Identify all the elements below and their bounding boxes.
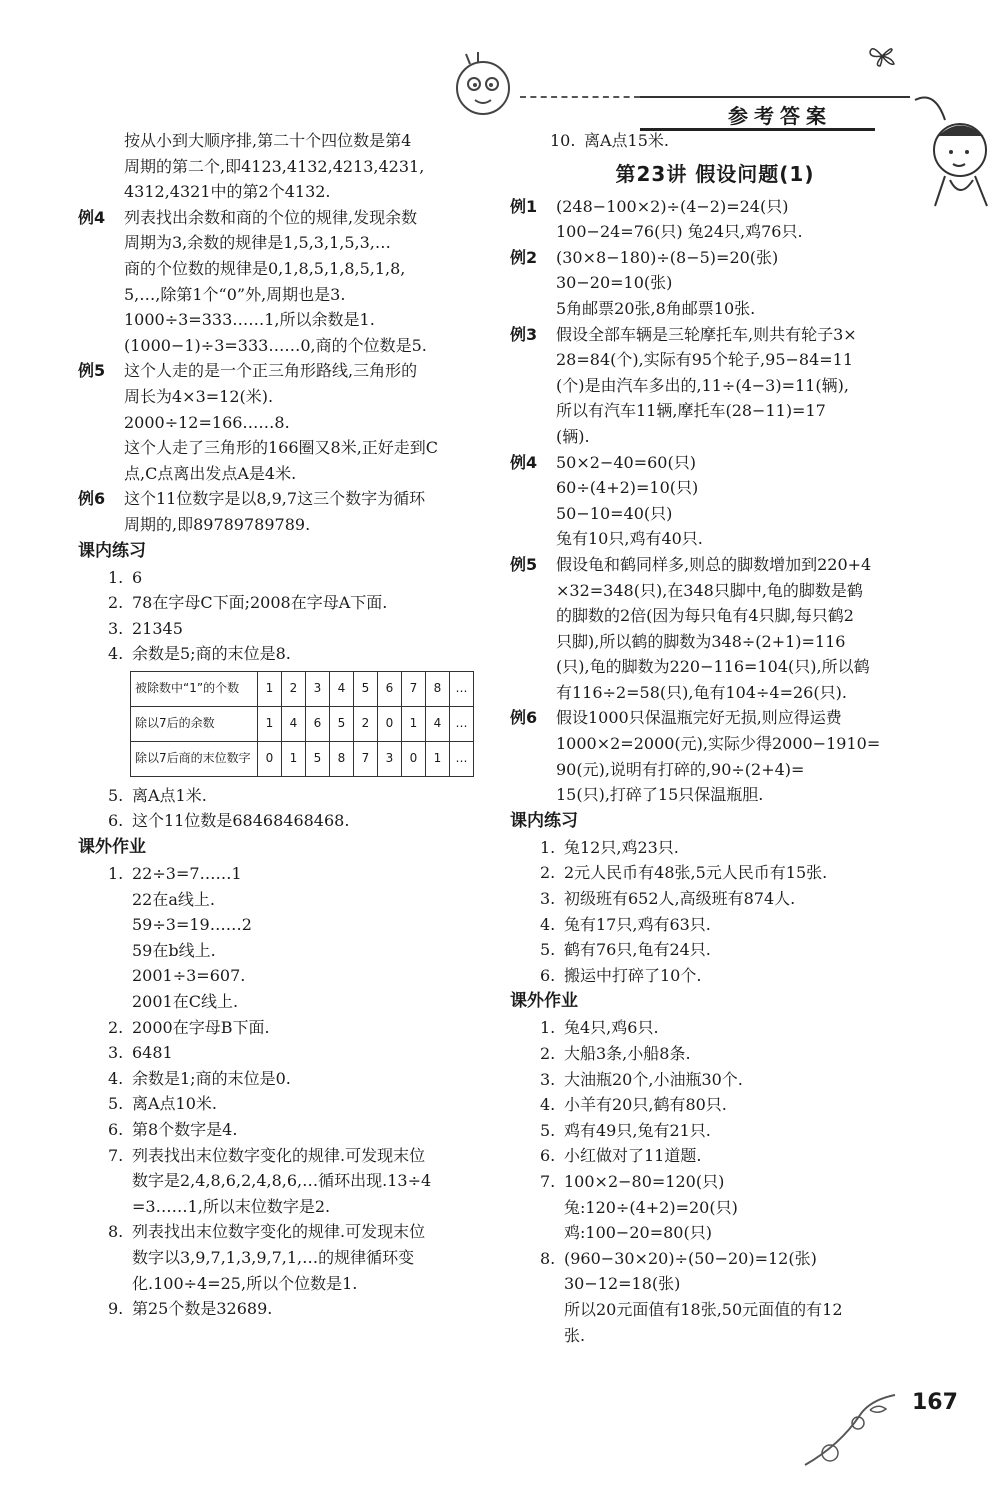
table-cell: 1 [426, 741, 450, 776]
item-number: 2. [540, 863, 556, 883]
section-title-practice: 课内练习 [78, 540, 146, 561]
text-line: 2001在C线上. [132, 992, 239, 1012]
table-cell: 1 [258, 671, 282, 706]
text-line: 兔有10只,鸡有40只. [556, 529, 703, 549]
table-cell: 4 [330, 671, 354, 706]
text-line: 余数是1;商的末位是0. [132, 1068, 291, 1088]
text-line: 所以20元面值有18张,50元面值的有12 [564, 1299, 843, 1319]
item-number: 10. [550, 131, 576, 150]
text-line: 鸡:100−20=80(只) [564, 1223, 712, 1243]
flower-vine-icon [800, 1385, 910, 1475]
example-label: 例1 [510, 196, 538, 216]
header-title: 参考答案 [728, 104, 832, 128]
list-item [78, 783, 478, 809]
list-item [510, 1067, 920, 1093]
item-number: 7. [108, 1145, 124, 1165]
example-label: 例6 [510, 708, 538, 728]
table-row-header: 被除数中“1”的个数 [131, 671, 258, 706]
table-cell: 7 [354, 741, 378, 776]
text-line: 22在a线上. [132, 889, 215, 909]
butterfly-icon [868, 44, 896, 68]
example-label: 例5 [510, 554, 538, 574]
text-line: (1000−1)÷3=333……0,商的个位数是5. [124, 335, 427, 355]
example-6 [78, 486, 478, 537]
item-number: 1. [108, 567, 124, 587]
list-item [78, 861, 478, 1015]
text-line: 60÷(4+2)=10(只) [556, 478, 699, 498]
example-label: 例3 [510, 324, 538, 344]
example-4 [78, 205, 478, 359]
item-number: 6. [540, 1146, 556, 1166]
item-number: 4. [540, 1095, 556, 1115]
list-item [78, 641, 478, 667]
item-number: 4. [108, 644, 124, 664]
text-line: 2000在字母B下面. [132, 1017, 270, 1037]
text-line: 数字是2,4,8,6,2,4,8,6,…循环出现.13÷4 [132, 1171, 432, 1191]
table-cell: 4 [282, 706, 306, 741]
table-row-header: 除以7后的余数 [131, 706, 258, 741]
text-line: 28=84(个),实际有95个轮子,95−84=11 [556, 350, 854, 370]
list-item [510, 1143, 920, 1169]
example-5 [78, 358, 478, 486]
list-item [510, 886, 920, 912]
header-dashed-rule [520, 96, 640, 98]
text-line: 只脚),所以鹤的脚数为348÷(2+1)=116 [556, 631, 846, 651]
text-line: 90(元),说明有打碎的,90÷(2+4)= [556, 759, 805, 779]
list-item [510, 860, 920, 886]
example-5 [510, 552, 920, 706]
item-number: 3. [540, 1069, 556, 1089]
text-line: 第8个数字是4. [132, 1120, 238, 1139]
list-item [78, 1040, 478, 1066]
text-line: 列表找出末位数字变化的规律.可发现末位 [132, 1222, 426, 1242]
item-number: 1. [540, 1018, 556, 1038]
text-line: 1000×2=2000(元),实际少得2000−1910= [556, 734, 881, 754]
item-number: 1. [540, 837, 556, 857]
list-item [78, 808, 478, 834]
text-line: 周期为3,余数的规律是1,5,3,1,5,3,… [124, 233, 391, 253]
item-number: 6. [540, 965, 556, 985]
list-item [78, 1066, 478, 1092]
text-line: 15(只),打碎了15只保温瓶胆. [556, 785, 764, 805]
left-column [78, 128, 478, 1322]
list-item [78, 1015, 478, 1041]
text-line: 数字以3,9,7,1,3,9,7,1,…的规律循环变 [132, 1247, 415, 1267]
text-line: 21345 [132, 618, 183, 638]
table-cell: … [450, 706, 474, 741]
text-line: 兔有17只,鸡有63只. [564, 914, 711, 934]
list-item [510, 1246, 920, 1348]
item-number: 7. [540, 1171, 556, 1191]
table-cell: 0 [402, 741, 426, 776]
item-number: 6. [108, 811, 124, 831]
text-line: 鸡有49只,兔有21只. [564, 1120, 711, 1140]
text-line: 张. [564, 1325, 586, 1345]
text-line: 兔12只,鸡23只. [564, 837, 679, 857]
list-item [78, 1143, 478, 1220]
text-line: 5,…,除第1个“0”外,周期也是3. [124, 284, 346, 304]
text-line: 2元人民币有48张,5元人民币有15张. [564, 863, 828, 883]
text-line: 78在字母C下面;2008在字母A下面. [132, 593, 388, 613]
table-row-header: 除以7后商的末位数字 [131, 741, 258, 776]
text-line: 30−20=10(张) [556, 273, 673, 293]
text-line: 的脚数的2倍(因为每只龟有4只脚,每只鹤2 [556, 606, 854, 626]
text-line: 周期的,即89789789789. [124, 514, 311, 534]
item-number: 3. [108, 618, 124, 638]
example-4 [510, 450, 920, 552]
text-line: (辆). [556, 426, 590, 446]
list-item [78, 590, 478, 616]
table-cell: 6 [378, 671, 402, 706]
text-line: =3……1,所以末位数字是2. [132, 1196, 331, 1216]
list-item [78, 1219, 478, 1296]
item-number: 5. [540, 940, 556, 960]
text-line: 假设1000只保温瓶完好无损,则应得运费 [556, 708, 842, 728]
header-solid-rule [640, 96, 910, 98]
text-line: (只),龟的脚数为220−116=104(只),所以鹤 [556, 657, 870, 677]
table-cell: 7 [402, 671, 426, 706]
item-number: 3. [540, 889, 556, 909]
list-item [78, 616, 478, 642]
example-label: 例4 [510, 452, 538, 472]
list-item [78, 1117, 478, 1143]
text-line: 点,C点离出发点A是4米. [124, 463, 297, 483]
text-line: 小红做对了11道题. [564, 1146, 702, 1166]
text-line: 鹤有76只,龟有24只. [564, 940, 711, 960]
text-line: 大油瓶20个,小油瓶30个. [564, 1069, 743, 1089]
section-title-practice: 课内练习 [510, 810, 578, 831]
text-line: 列表找出余数和商的个位的规律,发现余数 [124, 207, 418, 227]
text-line: (30×8−180)÷(8−5)=20(张) [556, 247, 779, 267]
text-line: 6 [132, 567, 143, 587]
table-cell: 8 [330, 741, 354, 776]
item-number: 5. [540, 1120, 556, 1140]
table-cell: 6 [306, 706, 330, 741]
text-line: 周长为4×3=12(米). [124, 386, 274, 406]
section-title-homework: 课外作业 [78, 837, 146, 858]
text-line: 2000÷12=166……8. [124, 412, 290, 432]
text-line: 有116÷2=58(只),龟有104÷4=26(只). [556, 682, 847, 702]
item-number: 9. [108, 1299, 124, 1319]
table-cell: 2 [354, 706, 378, 741]
table-cell: 1 [282, 741, 306, 776]
text-line: 第25个数是32689. [132, 1299, 273, 1319]
text-line: 100−24=76(只) 兔24只,鸡76只. [556, 222, 803, 242]
text-line: (960−30×20)÷(50−20)=12(张) [564, 1248, 817, 1268]
section-title-homework: 课外作业 [510, 991, 578, 1012]
table-row [131, 741, 474, 776]
text-line: 5角邮票20张,8角邮票10张. [556, 298, 756, 318]
text-line: 22÷3=7……1 [132, 864, 242, 884]
table-row [131, 671, 474, 706]
item-number: 8. [108, 1222, 124, 1242]
page-number: 167 [912, 1390, 958, 1415]
text-line: 初级班有652人,高级班有874人. [564, 889, 796, 909]
table-cell: 5 [306, 741, 330, 776]
text-line: 50−10=40(只) [556, 503, 673, 523]
table-cell: 1 [258, 706, 282, 741]
text-line: 30−12=18(张) [564, 1274, 681, 1294]
example-6 [510, 705, 920, 807]
text-line: 假设龟和鹤同样多,则总的脚数增加到220+4 [556, 554, 872, 574]
table-cell: 8 [426, 671, 450, 706]
item-number: 5. [108, 1094, 124, 1114]
example-label: 例6 [78, 489, 106, 509]
text-line: 搬运中打碎了10个. [564, 965, 702, 985]
text-line: 按从小到大顺序排,第二十个四位数是第4 [124, 131, 412, 150]
text-line: 4312,4321中的第2个4132. [124, 182, 331, 202]
list-item [510, 835, 920, 861]
cartoon-face-icon [448, 52, 518, 120]
table-cell: 2 [282, 671, 306, 706]
text-line: (个)是由汽车多出的,11÷(4−3)=11(辆), [556, 375, 849, 395]
list-item [78, 1296, 478, 1322]
list-item [510, 1041, 920, 1067]
text-line: 这个人走了三角形的166圈又8米,正好走到C [124, 438, 439, 458]
item-number: 3. [108, 1043, 124, 1063]
list-item [510, 128, 920, 154]
list-item [510, 1169, 920, 1246]
remainder-table [130, 671, 474, 777]
list-item [510, 937, 920, 963]
text-line: 化.100÷4=25,所以个位数是1. [132, 1273, 358, 1293]
right-column [510, 128, 920, 1348]
list-item [510, 963, 920, 989]
item-number: 5. [108, 785, 124, 805]
item-number: 2. [108, 593, 124, 613]
text-line: 这个11位数字是以8,9,7这三个数字为循环 [124, 489, 426, 509]
text-line: 59在b线上. [132, 940, 216, 960]
table-cell: 0 [378, 706, 402, 741]
table-cell: 5 [330, 706, 354, 741]
example-3 [510, 322, 920, 450]
item-number: 6. [108, 1120, 124, 1139]
text-line: 假设全部车辆是三轮摩托车,则共有轮子3× [556, 324, 857, 344]
list-item [78, 1091, 478, 1117]
item-number: 4. [540, 914, 556, 934]
text-line: 余数是5;商的末位是8. [132, 644, 291, 664]
chapter-title: 第23讲 假设问题(1) [615, 161, 815, 186]
table-cell: 3 [378, 741, 402, 776]
example-label: 例5 [78, 361, 106, 381]
item-number: 2. [108, 1017, 124, 1037]
example-label: 例4 [78, 207, 106, 227]
table-cell: 3 [306, 671, 330, 706]
text-line: 周期的第二个,即4123,4132,4213,4231, [124, 156, 425, 176]
text-line: 2001÷3=607. [132, 966, 246, 986]
left-intro [78, 128, 478, 205]
text-line: 100×2−80=120(只) [564, 1171, 725, 1191]
list-item [510, 912, 920, 938]
text-line: ×32=348(只),在348只脚中,龟的脚数是鹤 [556, 580, 863, 600]
item-number: 8. [540, 1248, 556, 1268]
text-line: 1000÷3=333……1,所以余数是1. [124, 310, 375, 330]
text-line: 大船3条,小船8条. [564, 1044, 691, 1063]
text-line: 离A点10米. [132, 1094, 218, 1114]
table-cell: 1 [402, 706, 426, 741]
table-cell: 0 [258, 741, 282, 776]
example-label: 例2 [510, 247, 538, 267]
table-cell: … [450, 671, 474, 706]
text-line: (248−100×2)÷(4−2)=24(只) [556, 196, 789, 216]
example-2 [510, 245, 920, 322]
text-line: 50×2−40=60(只) [556, 452, 696, 472]
text-line: 兔:120÷(4+2)=20(只) [564, 1197, 738, 1217]
text-line: 离A点1米. [132, 785, 207, 805]
text-line: 6481 [132, 1043, 173, 1063]
list-item [78, 565, 478, 591]
text-line: 列表找出末位数字变化的规律.可发现末位 [132, 1145, 426, 1165]
table-row [131, 706, 474, 741]
item-number: 2. [540, 1044, 556, 1063]
list-item [510, 1118, 920, 1144]
table-cell: 5 [354, 671, 378, 706]
text-line: 59÷3=19……2 [132, 915, 252, 935]
text-line: 商的个位数的规律是0,1,8,5,1,8,5,1,8, [124, 258, 406, 278]
table-cell: 4 [426, 706, 450, 741]
text-line: 小羊有20只,鹤有80只. [564, 1095, 727, 1115]
table-cell: … [450, 741, 474, 776]
example-1 [510, 194, 920, 245]
list-item [510, 1015, 920, 1041]
list-item [510, 1092, 920, 1118]
text-line: 兔4只,鸡6只. [564, 1018, 659, 1038]
text-line: 这个人走的是一个正三角形路线,三角形的 [124, 361, 418, 381]
text-line: 这个11位数是68468468468. [132, 811, 350, 831]
item-number: 4. [108, 1068, 124, 1088]
item-number: 1. [108, 864, 124, 884]
text-line: 离A点15米. [584, 131, 670, 150]
text-line: 所以有汽车11辆,摩托车(28−11)=17 [556, 401, 826, 421]
